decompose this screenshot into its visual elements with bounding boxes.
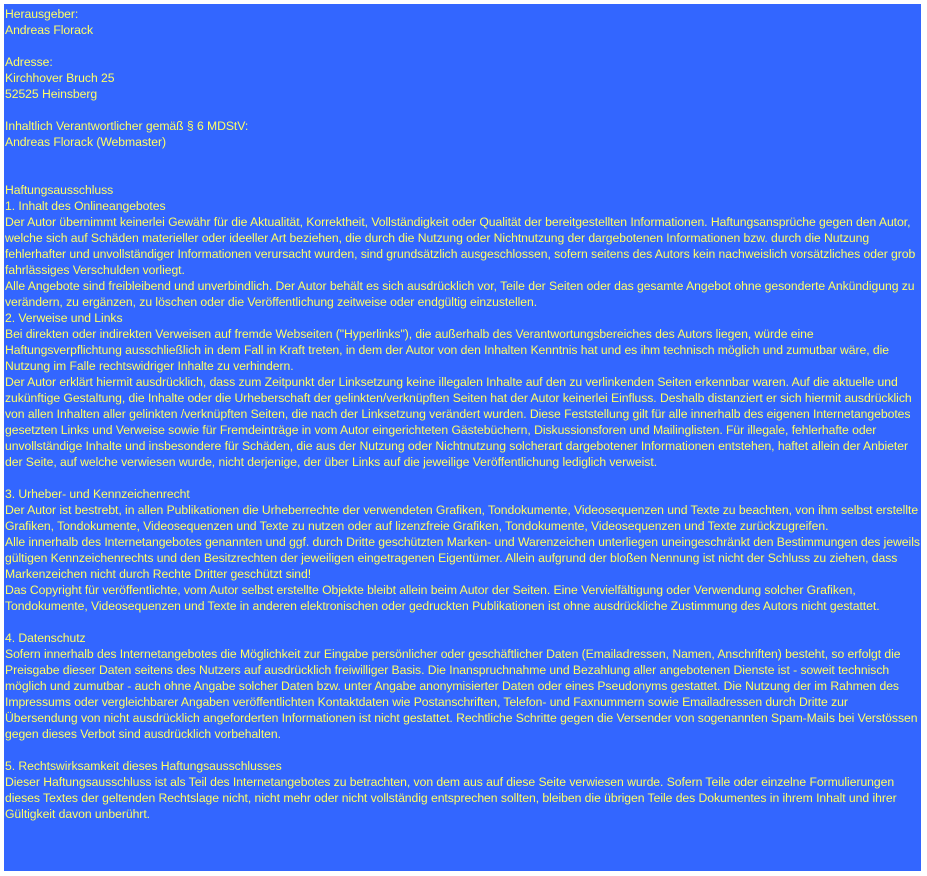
- section-3-paragraph-1: Der Autor ist bestrebt, in allen Publikationen die Urheberrechte der verwendeten Grafiken, Tondokumente, Videosequenzen und Texte zu beachten, von ihm selbst erstellte Grafiken, Tondokumente, Videosequenzen und Texte zu nutzen oder auf lizenzfreie Grafiken, Tondokumente, Videosequenzen und Texte zurückzugreifen.: [5, 503, 919, 533]
- spacer: [5, 102, 920, 118]
- publisher-name: Andreas Florack: [5, 23, 93, 37]
- section-1-paragraph-1: Der Autor übernimmt keinerlei Gewähr für die Aktualität, Korrektheit, Vollständigkeit oder Qualität der bereitgestellten Informationen. Haftungsansprüche gegen den Autor, welche sich auf Schäden materieller oder ideeller Art beziehen, die durch die Nutzung oder Nichtnutzung der dargebotenen Informationen bzw. durch die Nutzung fehlerhafter und unvollständiger Informationen verursacht wurden, sind grundsätzlich ausgeschlossen, sofern seitens des Autors kein nachweislich vorsätzliches oder grob fahrlässiges Verschulden vorliegt.: [5, 215, 916, 277]
- section-1-paragraph-2: Alle Angebote sind freibleibend und unverbindlich. Der Autor behält es sich ausdrücklich vor, Teile der Seiten oder das gesamte Angebot ohne gesonderte Ankündigung zu verändern, zu ergänzen, zu löschen oder die Veröffentlichung zeitweise oder endgültig einzustellen.: [5, 279, 915, 309]
- section-1-heading: 1. Inhalt des Onlineangebotes: [5, 199, 166, 213]
- imprint-content: [5, 6, 920, 822]
- address-label: Adresse:: [5, 55, 53, 69]
- imprint-panel: [4, 4, 921, 871]
- spacer: [5, 614, 920, 630]
- address-street: Kirchhover Bruch 25: [5, 71, 115, 85]
- address-city: 52525 Heinsberg: [5, 87, 98, 101]
- spacer: [5, 742, 920, 758]
- publisher-label: Herausgeber:: [5, 7, 79, 21]
- spacer: [5, 38, 920, 54]
- spacer: [5, 470, 920, 486]
- section-5-paragraph-1: Dieser Haftungsausschluss ist als Teil des Internetangebotes zu betrachten, von dem aus auf diese Seite verwiesen wurde. Sofern Teile oder einzelne Formulierungen dieses Textes der geltenden Rechtslage nicht, nicht mehr oder nicht vollständig entsprechen sollten, bleiben die übrigen Teile des Dokumentes in ihrem Inhalt und ihrer Gültigkeit davon unberührt.: [5, 775, 897, 821]
- section-4-paragraph-1: Sofern innerhalb des Internetangebotes die Möglichkeit zur Eingabe persönlicher oder geschäftlicher Daten (Emailadressen, Namen, Anschriften) besteht, so erfolgt die Preisgabe dieser Daten seitens des Nutzers auf ausdrücklich freiwilliger Basis. Die Inanspruchnahme und Bezahlung aller angebotenen Dienste ist - soweit technisch möglich und zumutbar - auch ohne Angabe solcher Daten bzw. unter Angabe anonymisierter Daten oder eines Pseudonyms gestattet. Die Nutzung der im Rahmen des Impressums oder vergleichbarer Angaben veröffentlichten Kontaktdaten wie Postanschriften, Telefon- und Faxnummern sowie Emailadressen durch Dritte zur Übersendung von nicht ausdrücklich angeforderten Informationen ist nicht gestattet. Rechtliche Schritte gegen die Versender von sogenannten Spam-Mails bei Verstössen gegen dieses Verbot sind ausdrücklich vorbehalten.: [5, 647, 918, 741]
- responsible-label: Inhaltlich Verantwortlicher gemäß § 6 MDStV:: [5, 119, 249, 133]
- section-3-paragraph-3: Das Copyright für veröffentlichte, vom Autor selbst erstellte Objekte bleibt allein beim Autor der Seiten. Eine Vervielfältigung oder Verwendung solcher Grafiken, Tondokumente, Videosequenzen und Texte in anderen elektronischen oder gedruckten Publikationen ist ohne ausdrückliche Zustimmung des Autors nicht gestattet.: [5, 583, 880, 613]
- disclaimer-title: Haftungsausschluss: [5, 183, 114, 197]
- section-3-paragraph-2: Alle innerhalb des Internetangebotes genannten und ggf. durch Dritte geschützten Marken- und Warenzeichen unterliegen uneingeschränkt den Bestimmungen des jeweils gültigen Kennzeichenrechts und den Besitzrechten der jeweiligen eingetragenen Eigentümer. Allein aufgrund der bloßen Nennung ist nicht der Schluss zu ziehen, dass Markenzeichen nicht durch Rechte Dritter geschützt sind!: [5, 535, 920, 581]
- section-2-heading: 2. Verweise und Links: [5, 311, 123, 325]
- responsible-name: Andreas Florack (Webmaster): [5, 135, 166, 149]
- section-3-heading: 3. Urheber- und Kennzeichenrecht: [5, 487, 190, 501]
- spacer: [5, 150, 920, 166]
- section-5-heading: 5. Rechtswirksamkeit dieses Haftungsausschlusses: [5, 759, 282, 773]
- spacer: [5, 166, 920, 182]
- section-2-paragraph-1: Bei direkten oder indirekten Verweisen auf fremde Webseiten ("Hyperlinks"), die außerhalb des Verantwortungsbereiches des Autors liegen, würde eine Haftungsverpflichtung ausschließlich in dem Fall in Kraft treten, in dem der Autor von den Inhalten Kenntnis hat und es ihm technisch möglich und zumutbar wäre, die Nutzung im Falle rechtswidriger Inhalte zu verhindern.: [5, 327, 890, 373]
- section-4-heading: 4. Datenschutz: [5, 631, 86, 645]
- section-2-paragraph-2: Der Autor erklärt hiermit ausdrücklich, dass zum Zeitpunkt der Linksetzung keine illegalen Inhalte auf den zu verlinkenden Seiten erkennbar waren. Auf die aktuelle und zukünftige Gestaltung, die Inhalte oder die Urheberschaft der gelinkten/verknüpften Seiten hat der Autor keinerlei Einfluss. Deshalb distanziert er sich hiermit ausdrücklich von allen Inhalten aller gelinkten /verknüpften Seiten, die nach der Linksetzung verändert wurden. Diese Feststellung gilt für alle innerhalb des eigenen Internetangebotes gesetzten Links und Verweise sowie für Fremdeinträge in vom Autor eingerichteten Gästebüchern, Diskussionsforen und Mailinglisten. Für illegale, fehlerhafte oder unvollständige Inhalte und insbesondere für Schäden, die aus der Nutzung oder Nichtnutzung solcherart dargebotener Informationen entstehen, haftet allein der Anbieter der Seite, auf welche verwiesen wurde, nicht derjenige, der über Links auf die jeweilige Veröffentlichung lediglich verweist.: [5, 375, 912, 469]
